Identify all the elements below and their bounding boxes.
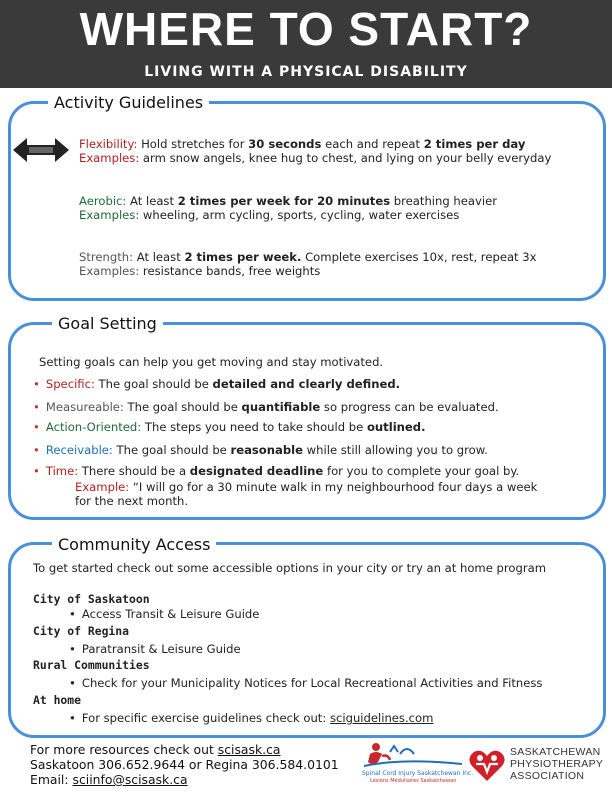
- header-banner: [0, 0, 612, 88]
- goal-item-receivable: • Receivable: The goal should be reasonable while still allowing you to grow.: [33, 443, 488, 457]
- goal-example-line1: Example: “I will go for a 30 minute walk in my neighbourhood four days a week: [75, 480, 538, 494]
- sciguidelines-link[interactable]: sciguidelines.com: [329, 711, 434, 725]
- spa-logo-line1: SASKATCHEWAN: [510, 746, 601, 758]
- goal-item-time: • Time: There should be a designated deadline for you to complete your goal by.: [33, 464, 520, 478]
- footer-contact: [30, 742, 339, 787]
- at-home-item: • For specific exercise guidelines check out: sciguidelines.com: [69, 711, 434, 725]
- page-subtitle: LIVING WITH A PHYSICAL DISABILITY: [144, 64, 468, 80]
- community-access-title: Community Access: [52, 535, 216, 554]
- goal-item-action: • Action-Oriented: The steps you need to take should be outlined.: [33, 420, 426, 434]
- sci-logo-sub: Lésions Médullaires Saskatchewan: [370, 778, 457, 784]
- aerobic-label: Aerobic:: [79, 194, 127, 208]
- city-regina-item: • Paratransit & Leisure Guide: [69, 642, 241, 656]
- flexibility-label: Flexibility:: [79, 137, 138, 151]
- sci-logo-graphic-icon: [362, 740, 466, 770]
- city-saskatoon-item: • Access Transit & Leisure Guide: [69, 607, 260, 621]
- goal-item-measureable: • Measureable: The goal should be quantifiable so progress can be evaluated.: [33, 400, 499, 414]
- spa-logo-line2: PHYSIOTHERAPY: [510, 758, 604, 770]
- strength-examples: Examples: resistance bands, free weights: [79, 264, 321, 278]
- rural-communities-heading: Rural Communities: [33, 658, 150, 672]
- goal-setting-title: Goal Setting: [52, 314, 163, 333]
- flexibility-line: Flexibility: Hold stretches for 30 seconds each and repeat 2 times per day: [79, 137, 526, 151]
- scisask-link[interactable]: scisask.ca: [217, 742, 281, 757]
- goal-example-line2: for the next month.: [75, 494, 189, 508]
- footer-resources-line: For more resources check out scisask.ca: [30, 742, 281, 757]
- goal-item-specific: • Specific: The goal should be detailed and clearly defined.: [33, 377, 401, 391]
- footer-phone-line: Saskatoon 306.652.9644 or Regina 306.584.0101: [30, 757, 339, 772]
- community-intro: To get started check out some accessible options in your city or try an at home program: [33, 561, 547, 575]
- activity-guidelines-title: Activity Guidelines: [48, 93, 209, 112]
- at-home-heading: At home: [33, 693, 82, 707]
- email-link[interactable]: sciinfo@scisask.ca: [72, 772, 188, 787]
- sci-logo-name: Spinal Cord Injury Saskatchewan Inc.: [362, 770, 474, 777]
- spa-logo-line3: ASSOCIATION: [510, 770, 585, 782]
- city-saskatoon-heading: City of Saskatoon: [33, 592, 150, 606]
- sci-saskatchewan-logo: [362, 740, 474, 788]
- strength-label: Strength:: [79, 250, 134, 264]
- double-arrow-icon: [13, 137, 69, 163]
- footer-email-line: Email: sciinfo@scisask.ca: [30, 772, 188, 787]
- strength-line: Strength: At least 2 times per week. Complete exercises 10x, rest, repeat 3x: [79, 250, 537, 264]
- physiotherapy-association-logo: [468, 742, 608, 788]
- heart-people-icon: [468, 746, 506, 784]
- aerobic-examples: Examples: wheeling, arm cycling, sports, cycling, water exercises: [79, 208, 460, 222]
- flexibility-examples: Examples: arm snow angels, knee hug to chest, and lying on your belly everyday: [79, 151, 552, 165]
- rural-communities-item: • Check for your Municipality Notices for Local Recreational Activities and Fitness: [69, 676, 543, 690]
- goal-intro: Setting goals can help you get moving and stay motivated.: [39, 355, 384, 369]
- page-title: WHERE TO START?: [79, 3, 533, 55]
- city-regina-heading: City of Regina: [33, 624, 130, 638]
- aerobic-line: Aerobic: At least 2 times per week for 20 minutes breathing heavier: [79, 194, 497, 208]
